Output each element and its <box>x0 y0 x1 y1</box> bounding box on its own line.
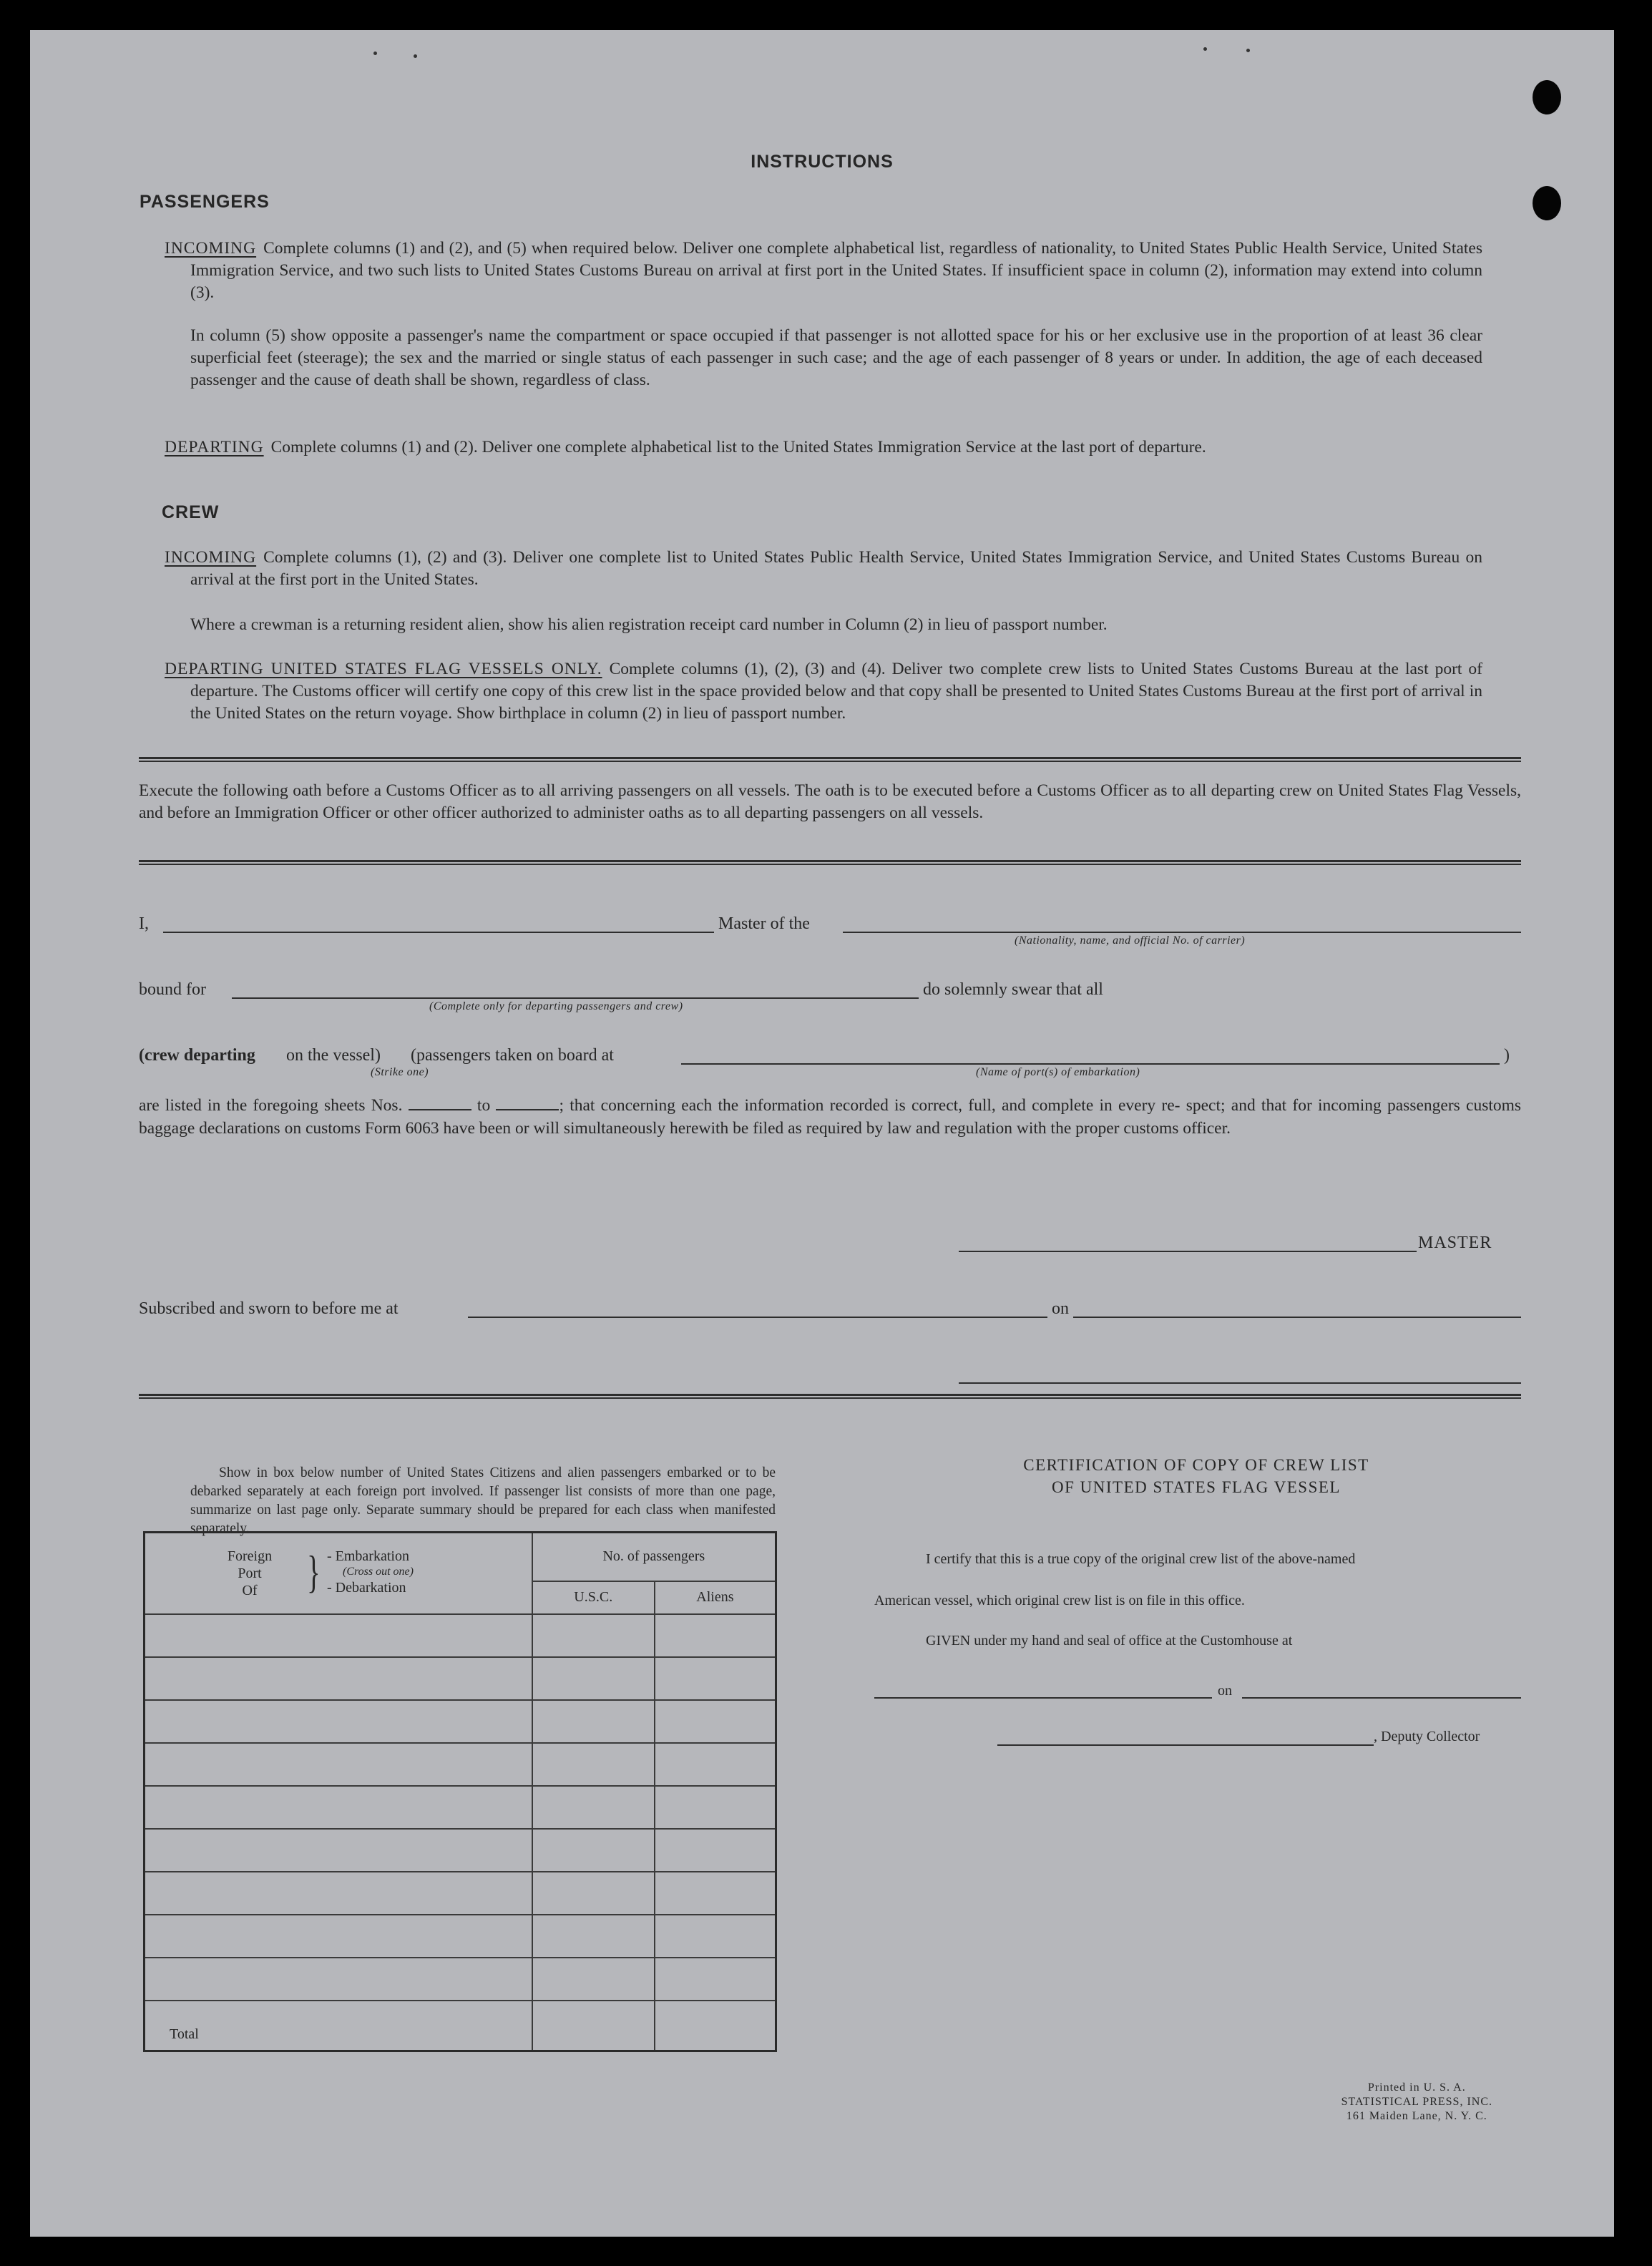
port-cell[interactable] <box>145 1657 532 1700</box>
table-row <box>145 1915 776 1958</box>
subscribed-date-field[interactable] <box>1073 1317 1521 1318</box>
customhouse-field[interactable] <box>874 1697 1212 1699</box>
master-of-the-label: Master of the <box>718 914 810 933</box>
aliens-total-cell[interactable] <box>655 2001 776 2051</box>
on-the-vessel-label: on the vessel) <box>286 1046 381 1065</box>
crew-incoming-label: INCOMING <box>165 548 257 567</box>
certification-heading-line2: OF UNITED STATES FLAG VESSEL <box>1052 1478 1341 1496</box>
table-row <box>145 1786 776 1829</box>
speck <box>373 52 377 55</box>
aliens-cell[interactable] <box>655 1958 776 2001</box>
oath-intro: Execute the following oath before a Customs Officer as to all arriving passengers on all vessels. The oath is to be executed before a Customs Officer as to all departing crew on United States Flag Vessels, and before an Immigration Officer or other officer authorized to administer oaths as to all departing passengers on all vessels. <box>139 781 1521 822</box>
speck <box>414 54 417 58</box>
port-cell[interactable] <box>145 1614 532 1657</box>
port-cell[interactable] <box>145 1915 532 1958</box>
usc-cell[interactable] <box>532 1614 655 1657</box>
listed-text-rest: spect; and that for incoming passengers customs baggage declarations on customs Form 6063 have been or will simultaneously herewith be filed as required by law and regulation with the proper customs officer. <box>139 1096 1522 1138</box>
total-row <box>145 2001 776 2051</box>
embarkation-label: - Embarkation <box>327 1548 409 1564</box>
certification-heading <box>874 1454 1518 1498</box>
printer-line3: 161 Maiden Lane, N. Y. C. <box>1346 2110 1487 2122</box>
master-name-field[interactable] <box>163 932 714 933</box>
usc-cell[interactable] <box>532 1915 655 1958</box>
aliens-cell[interactable] <box>655 1829 776 1872</box>
printer-imprint <box>1341 2081 1492 2124</box>
port-cell[interactable] <box>145 1872 532 1915</box>
total-label: Total <box>145 2001 532 2051</box>
aliens-cell[interactable] <box>655 1872 776 1915</box>
close-paren: ) <box>1504 1046 1510 1065</box>
speck <box>1203 47 1207 51</box>
table-row <box>145 1614 776 1657</box>
port-cell[interactable] <box>145 1958 532 2001</box>
form-page <box>30 30 1614 2237</box>
master-signature-field[interactable] <box>959 1251 1417 1252</box>
subscribed-place-field[interactable] <box>468 1317 1047 1318</box>
cross-out-caption: (Cross out one) <box>343 1566 414 1578</box>
certification-on-label: on <box>1218 1683 1232 1699</box>
passengers-departing-label: DEPARTING <box>165 438 264 456</box>
passenger-summary-table <box>143 1531 777 2052</box>
crew-incoming-paragraph <box>165 547 1482 591</box>
usc-cell[interactable] <box>532 1700 655 1743</box>
sheet-from-field[interactable] <box>409 1093 471 1110</box>
summary-instructions: Show in box below number of United States Citizens and alien passengers embarked or to be debarked separately at each foreign port involved. If passenger list consists of more than one page, summarize on last page only. Separate summary should be prepared for each class when manifested separately. <box>190 1465 776 1536</box>
master-label: MASTER <box>1418 1234 1492 1252</box>
crew-departing-paragraph <box>165 658 1482 725</box>
punch-hole-bottom <box>1533 186 1561 220</box>
usc-cell[interactable] <box>532 1657 655 1700</box>
certification-heading-line1: CERTIFICATION OF COPY OF CREW LIST <box>1023 1456 1369 1474</box>
table-row <box>145 1872 776 1915</box>
port-header-cell <box>145 1533 532 1615</box>
aliens-cell[interactable] <box>655 1700 776 1743</box>
table-row <box>145 1700 776 1743</box>
bound-for-field[interactable] <box>232 997 919 999</box>
section-divider <box>139 860 1521 865</box>
crew-departing-option: (crew departing <box>139 1046 255 1065</box>
usc-total-cell[interactable] <box>532 2001 655 2051</box>
port-cell[interactable] <box>145 1743 532 1786</box>
deputy-collector-label: , Deputy Collector <box>1374 1729 1480 1744</box>
foreign-label: Foreign <box>227 1548 273 1564</box>
port-cell[interactable] <box>145 1700 532 1743</box>
bound-for-label: bound for <box>139 980 206 999</box>
listed-text-a: are listed in the foregoing sheets Nos. <box>139 1096 403 1115</box>
usc-cell[interactable] <box>532 1743 655 1786</box>
section-divider <box>139 757 1521 762</box>
bound-for-caption: (Complete only for departing passengers and crew) <box>429 1000 683 1012</box>
oath-i-label: I, <box>139 914 149 933</box>
aliens-cell[interactable] <box>655 1786 776 1829</box>
aliens-cell[interactable] <box>655 1915 776 1958</box>
carrier-caption: (Nationality, name, and official No. of carrier) <box>1015 934 1246 947</box>
subscribed-on-label: on <box>1052 1299 1069 1318</box>
certification-date-field[interactable] <box>1242 1697 1521 1699</box>
table-row <box>145 1958 776 2001</box>
of-label: Of <box>242 1583 258 1598</box>
passengers-incoming-paragraph <box>165 238 1482 304</box>
passengers-incoming-text: Complete columns (1) and (2), and (5) when required below. Deliver one complete alphabetical list, regardless of nationality, to United States Public Health Service, United States Immigration Service, and two such lists to United States Customs Bureau on arrival at first port in the United States. If insufficient space in column (2), information may extend into column (3). <box>190 239 1482 302</box>
certify-line1: I certify that this is a true copy of the original crew list of the above-named <box>926 1551 1356 1567</box>
crew-departing-text: Complete columns (1), (2), (3) and (4). Deliver two complete crew lists to United States Customs Bureau at the last port of departure. The Customs officer will certify one copy of this crew list in the space provided below and that copy shall be presented to United States Customs Bureau at the first port of arrival in the United States on the return voyage. Show birthplace in column (2) in lieu of passport number. <box>190 660 1482 723</box>
certify-line2: American vessel, which original crew list is on file in this office. <box>874 1593 1245 1608</box>
given-line: GIVEN under my hand and seal of office at the Customhouse at <box>926 1633 1293 1649</box>
subscribed-label: Subscribed and sworn to before me at <box>139 1299 399 1318</box>
printer-line1: Printed in U. S. A. <box>1367 2081 1466 2094</box>
aliens-cell[interactable] <box>655 1614 776 1657</box>
section-divider <box>139 1394 1521 1399</box>
listed-text-b: ; that concerning each the information recorded is correct, full, and complete in every re- <box>559 1096 1181 1115</box>
table-row <box>145 1829 776 1872</box>
usc-cell[interactable] <box>532 1786 655 1829</box>
port-cell[interactable] <box>145 1786 532 1829</box>
table-row <box>145 1657 776 1700</box>
port-label: Port <box>238 1566 262 1581</box>
no-passengers-header: No. of passengers <box>532 1533 776 1581</box>
ports-caption: (Name of port(s) of embarkation) <box>976 1066 1140 1078</box>
usc-cell[interactable] <box>532 1958 655 2001</box>
passengers-incoming-label: INCOMING <box>165 239 257 258</box>
passengers-taken-label: (passengers taken on board at <box>411 1046 614 1065</box>
speck <box>1246 49 1250 52</box>
debarkation-label: - Debarkation <box>327 1580 406 1596</box>
aliens-cell[interactable] <box>655 1657 776 1700</box>
table-row <box>145 1743 776 1786</box>
usc-cell[interactable] <box>532 1829 655 1872</box>
column5-paragraph: In column (5) show opposite a passenger's name the compartment or space occupied if that passenger is not allotted space for his or her exclusive use in the proportion of at least 36 clear superficial feet (steerage); the sex and the married or single status of each passenger in such case; and the age of each passenger of 8 years or under. In addition, the age of each deceased passenger and the cause of death shall be shown, regardless of class. <box>190 326 1482 389</box>
sheet-to-field[interactable] <box>496 1093 559 1110</box>
deputy-signature-field[interactable] <box>997 1744 1374 1746</box>
passengers-departing-paragraph <box>165 436 1482 459</box>
listed-sheets-paragraph <box>139 1093 1521 1140</box>
crew-heading: CREW <box>162 502 220 522</box>
brace-icon: } <box>307 1546 321 1597</box>
crewman-paragraph: Where a crewman is a returning resident alien, show his alien registration receipt card number in Column (2) in lieu of passport number. <box>190 615 1108 634</box>
strike-one-caption: (Strike one) <box>371 1066 429 1078</box>
carrier-field[interactable] <box>843 932 1521 933</box>
listed-to-label: to <box>476 1096 491 1115</box>
crew-incoming-text: Complete columns (1), (2) and (3). Deliver one complete list to United States Public Health Service, United States Immigration Service, and United States Customs Bureau on arrival at the first port in the United States. <box>190 548 1482 589</box>
punch-hole-top <box>1533 80 1561 114</box>
aliens-header: Aliens <box>655 1581 776 1615</box>
swear-label: do solemnly swear that all <box>923 980 1103 999</box>
passengers-heading: PASSENGERS <box>140 192 270 212</box>
aliens-cell[interactable] <box>655 1743 776 1786</box>
passengers-departing-text: Complete columns (1) and (2). Deliver one complete alphabetical list to the United States Immigration Service at the last port of departure. <box>270 438 1206 456</box>
crew-departing-label: DEPARTING UNITED STATES FLAG VESSELS ONLY. <box>165 660 602 678</box>
officer-signature-field[interactable] <box>959 1382 1521 1384</box>
instructions-title: INSTRUCTIONS <box>751 152 894 172</box>
usc-header: U.S.C. <box>532 1581 655 1615</box>
printer-line2: STATISTICAL PRESS, INC. <box>1341 2096 1492 2108</box>
usc-cell[interactable] <box>532 1872 655 1915</box>
port-cell[interactable] <box>145 1829 532 1872</box>
embarkation-port-field[interactable] <box>681 1063 1500 1065</box>
